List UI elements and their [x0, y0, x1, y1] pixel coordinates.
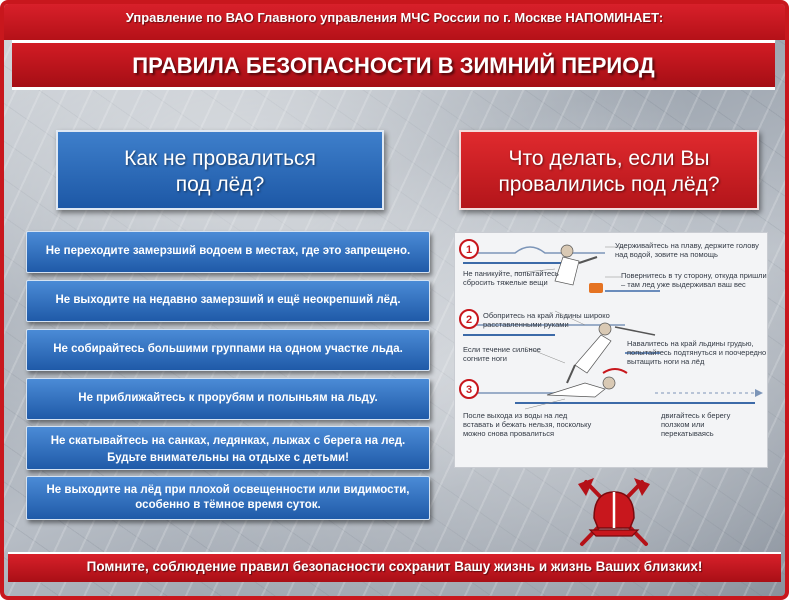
- rule-item-5: [26, 426, 430, 470]
- rule-item-6: [26, 476, 430, 520]
- step-2-note-3: [627, 339, 766, 366]
- step-2-note-1-line-1: Обопритесь на край льдины широко: [483, 311, 610, 320]
- rule-item-3: [26, 329, 430, 371]
- rule-4-line-1: Не приближайтесь к прорубям и полыньям на льду.: [78, 392, 378, 404]
- step-1-note-1-line-1: Удерживайтесь на плаву, держите голову: [615, 241, 759, 250]
- notice-text: Управление по ВАО Главного управления МЧС России по г. Москве НАПОМИНАЕТ:: [125, 10, 664, 25]
- step-3-note-1: [463, 411, 591, 438]
- footer-text: Помните, соблюдение правил безопасности сохранит Вашу жизнь и жизнь Ваших близких!: [86, 559, 703, 574]
- right-heading-line-2: провалились под лёд?: [498, 173, 720, 196]
- step-1-number: 1: [465, 244, 473, 256]
- step-2-note-3-line-1: Навалитесь на край льдины грудью,: [627, 339, 754, 348]
- step-3-note-2-line-2: ползком или: [661, 420, 705, 429]
- left-heading-text: [58, 146, 382, 198]
- rescue-steps-diagram: [454, 232, 768, 468]
- step-2-note-3-line-2: попытайтесь подтянуться и поочередно: [627, 348, 767, 357]
- step-1-note-2-line-1: Не паникуйте, попытайтесь: [463, 269, 559, 278]
- page-title: ПРАВИЛА БЕЗОПАСНОСТИ В ЗИМНИЙ ПЕРИОД: [132, 53, 655, 78]
- right-heading-box: [459, 130, 759, 210]
- rule-item-4: [26, 378, 430, 420]
- step-2-note-1: [483, 311, 610, 329]
- step-1-note-3: [621, 271, 767, 289]
- rule-1-line-1: Не переходите замерзший водоем в местах, где это запрещено.: [45, 245, 411, 257]
- step-2-note-2-line-2: согните ноги: [463, 354, 507, 363]
- notice-strip: [4, 4, 785, 40]
- step-2-note-2-line-1: Если течение сильное: [463, 345, 541, 354]
- step-1-note-1: [615, 241, 759, 259]
- rule-item-1: [26, 231, 430, 273]
- rule-item-2: [26, 280, 430, 322]
- step-1-note-1-line-2: над водой, зовите на помощь: [615, 250, 718, 259]
- rule-2-line-1: Не выходите на недавно замерзший и ещё неокрепший лёд.: [55, 294, 401, 306]
- rule-6-line-2: особенно в тёмное время суток.: [135, 499, 321, 511]
- left-heading-line-1: Как не провалиться: [124, 147, 316, 170]
- step-2-number-badge: [460, 310, 478, 328]
- rule-3-line-1: Не собирайтесь большими группами на одном участке льда.: [53, 343, 403, 355]
- step-2-note-2: [463, 345, 541, 363]
- left-heading-line-2: под лёд?: [175, 173, 265, 196]
- step-3-note-2-line-3: перекатываясь: [661, 429, 714, 438]
- right-heading-text: [461, 146, 757, 198]
- step-3-note-2: [661, 411, 730, 438]
- rule-6-line-1: Не выходите на лёд при плохой освещенности или видимости,: [46, 484, 410, 496]
- step-2-number: 2: [465, 314, 473, 326]
- step-2-note-3-line-3: вытащить ноги на лёд: [627, 357, 705, 366]
- step-1-note-3-line-1: Повернитесь в ту сторону, откуда пришли: [621, 271, 767, 280]
- right-heading-line-1: Что делать, если Вы: [508, 147, 710, 170]
- rule-5-line-1: Не скатывайтесь на санках, ледянках, лыжах с берега на лед.: [50, 435, 406, 447]
- step-3-number: 3: [465, 384, 473, 396]
- step-3-illustration: [463, 369, 763, 409]
- step-3-note-2-line-1: двигайтесь к берегу: [661, 411, 731, 420]
- title-banner: [12, 40, 775, 90]
- left-heading-box: [56, 130, 384, 210]
- footer-banner: [8, 552, 781, 582]
- step-2-note-1-line-2: расставленными руками: [483, 320, 569, 329]
- mchs-emblem-icon: [572, 474, 656, 548]
- step-3-number-badge: [460, 380, 478, 398]
- rule-5-line-2: Будьте внимательны на отдыхе с детьми!: [107, 452, 349, 464]
- step-3-note-1-line-2: вставать и бежать нельзя, поскольку: [463, 420, 592, 429]
- step-1-note-3-line-2: – там лед уже выдерживал ваш вес: [621, 280, 746, 289]
- step-3-note-1-line-3: можно снова провалиться: [463, 429, 555, 438]
- step-1-note-2-line-2: сбросить тяжелые вещи: [463, 278, 548, 287]
- step-1-number-badge: [460, 240, 478, 258]
- step-1-note-2: [463, 269, 559, 287]
- step-3-note-1-line-1: После выхода из воды на лед: [463, 411, 568, 420]
